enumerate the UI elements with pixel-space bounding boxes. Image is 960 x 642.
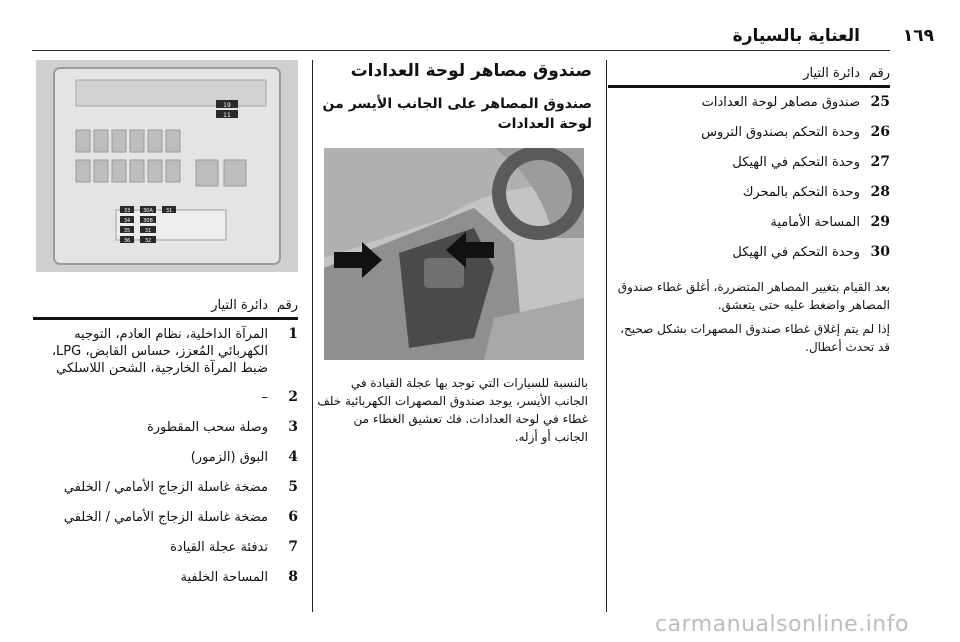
column-divider-right [606,60,607,612]
fuse-number: 5 [288,479,298,495]
fuse-label: 30B [143,218,153,224]
chapter-title: العناية بالسيارة [732,26,860,46]
fuse-circuit: – [261,390,268,405]
right-column [608,60,890,362]
table-row [33,413,298,443]
fuse-circuit: البوق (الزمور) [190,450,268,465]
fuse-circuit: المساحة الخلفية [180,570,268,585]
fuse-circuit: مضخة غاسلة الزجاج الأمامي / الخلفي [63,480,268,495]
table-row [608,208,890,238]
fuse-number: 29 [870,214,890,230]
fuse-number: 30 [870,244,890,260]
notes [608,278,890,356]
fuse-number: 2 [288,389,298,405]
page-number: ١٦٩ [902,26,934,46]
fuse-label: 31 [165,208,173,214]
fuse-number: 27 [870,154,890,170]
fuse-number: 1 [288,326,298,342]
fuse-circuit: صندوق مصاهر لوحة العدادات [701,95,860,110]
table-row [33,503,298,533]
fuse-circuit: وصلة سحب المقطورة [146,420,268,435]
fuse-label: 35 [123,228,131,234]
watermark: carmanualsonline.info [655,612,909,637]
table-row [33,443,298,473]
fuse-number: 6 [288,509,298,525]
table-row [33,383,298,413]
header-divider [32,50,890,51]
header-circuit: دائرة التيار [211,298,268,313]
table-row [608,88,890,118]
fuse-circuit: وحدة التحكم بصندوق التروس [701,125,860,140]
fuse-circuit: مضخة غاسلة الزجاج الأمامي / الخلفي [63,510,268,525]
column-divider-left [312,60,313,612]
table-row [33,320,298,383]
header-circuit: دائرة التيار [803,66,860,81]
dashboard-illustration [324,148,584,360]
fuse-table [608,88,890,268]
fuse-label: 34 [123,218,131,224]
table-row [33,563,298,593]
fuse-number: 28 [870,184,890,200]
header-num: رقم [276,298,298,313]
fuse-number: 26 [870,124,890,140]
table-row [608,238,890,268]
fuse-label: 30A [143,208,153,214]
fuse-number: 7 [288,539,298,555]
fuse-label: 11 [223,112,231,119]
fuse-circuit: وحدة التحكم في الهيكل [732,245,860,260]
fuse-table-header [608,60,890,88]
fuse-circuit: وحدة التحكم في الهيكل [732,155,860,170]
table-row [608,118,890,148]
fuse-circuit: المساحة الأمامية [770,215,860,230]
middle-column [317,60,592,458]
fuse-label: 19 [223,102,231,109]
section-title: صندوق مصاهر لوحة العدادات [350,61,592,81]
header-num: رقم [868,66,890,81]
left-column [33,60,298,593]
table-row [608,178,890,208]
table-row [33,533,298,563]
section-paragraph: بالنسبة للسيارات التي توجد بها عجلة القيادة في الجانب الأيسر، يوجد صندوق المصهرات الكهربائية خلف غطاء في لوحة العدادات. فك تعشيق الغطاء من الجانب أو أزله. [317,376,588,444]
note-paragraph: إذا لم يتم إغلاق غطاء صندوق المصهرات بشكل صحيح، قد تحدث أعطال. [620,322,890,354]
fuse-label: 33 [123,208,131,214]
section-subtitle: صندوق المصاهر على الجانب الأيسر من لوحة العدادات [322,96,592,132]
fuse-number: 8 [288,569,298,585]
fuse-circuit: المرآة الداخلية، نظام العادم، التوجيه الكهربائي المُعزز، حساس القابض، LPG، ضبط المرآة الخارجية، الشحن اللاسلكي [51,327,268,376]
note-paragraph: بعد القيام بتغيير المصاهر المتضررة، أغلق غطاء صندوق المصاهر واضغط عليه حتى يتعشق. [617,280,890,312]
fuse-box-photo [36,60,298,272]
table-row [608,148,890,178]
fuse-number: 3 [288,419,298,435]
fuse-label: 31 [144,228,152,234]
dashboard-photo [324,148,584,360]
fuse-box-illustration [36,60,298,272]
fuse-table [33,320,298,593]
fuse-label: 32 [144,238,152,244]
fuse-table-header [33,292,298,320]
fuse-circuit: تدفئة عجلة القيادة [170,540,268,555]
table-row [33,473,298,503]
fuse-number: 4 [288,449,298,465]
fuse-label: 36 [123,238,131,244]
page-header [0,0,960,54]
fuse-number: 25 [870,94,890,110]
fuse-circuit: وحدة التحكم بالمحرك [742,185,860,200]
